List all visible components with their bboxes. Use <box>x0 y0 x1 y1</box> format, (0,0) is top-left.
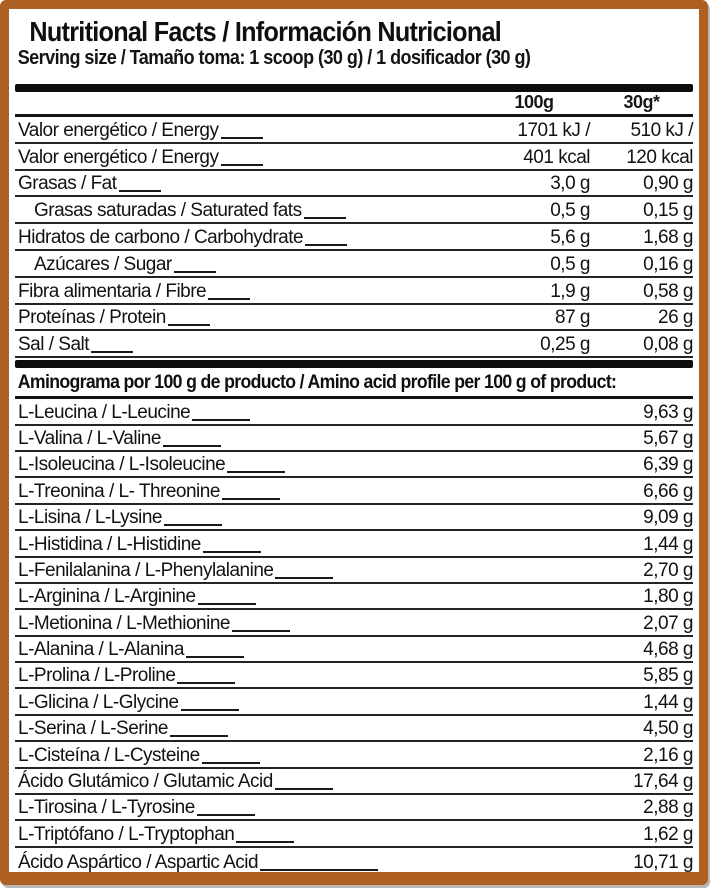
table-row <box>15 689 693 715</box>
value-per-100g: 3,0 g <box>550 173 590 195</box>
nutrient-name: Azúcares / Sugar <box>34 253 172 275</box>
amino-name: L-Serina / L-Serine <box>18 718 168 740</box>
amino-value: 1,44 g <box>643 691 693 713</box>
amino-value: 2,16 g <box>643 744 693 766</box>
amino-value: 4,68 g <box>643 639 693 661</box>
table-row <box>15 117 693 144</box>
leader-line <box>192 407 250 421</box>
leader-line <box>304 205 346 219</box>
amino-name: L-Cisteína / L-Cysteine <box>18 744 200 766</box>
nutrient-name: Hidratos de carbono / Carbohydrate <box>18 226 304 248</box>
leader-line <box>174 259 216 273</box>
leader-line <box>275 776 333 790</box>
amino-value: 6,39 g <box>643 454 693 476</box>
table-row <box>15 426 693 452</box>
leader-line <box>208 286 250 300</box>
amino-value: 5,85 g <box>643 665 693 687</box>
leader-line <box>305 232 347 246</box>
table-row <box>15 305 693 332</box>
amino-name: L-Tirosina / L-Tyrosine <box>18 797 195 819</box>
amino-value: 17,64 g <box>633 771 693 793</box>
amino-name: L-Arginina / L-Arginine <box>18 586 196 608</box>
value-per-100g: 401 kcal <box>523 146 590 168</box>
amino-value: 1,62 g <box>643 823 693 845</box>
table-row <box>15 769 693 795</box>
amino-name: L-Metionina / L-Methionine <box>18 612 230 634</box>
amino-name: L-Fenilalanina / L-Phenylalanine <box>18 559 274 581</box>
table-row <box>15 663 693 689</box>
table-row <box>15 452 693 478</box>
leader-line <box>119 178 161 192</box>
table-row <box>15 224 693 251</box>
nutrient-name: Proteínas / Protein <box>18 307 166 329</box>
nutrient-name: Grasas / Fat <box>18 173 117 195</box>
amino-value: 1,44 g <box>643 533 693 555</box>
leader-line <box>203 539 261 553</box>
amino-value: 10,71 g <box>633 852 693 874</box>
divider-bar <box>15 84 693 92</box>
table-row <box>15 144 693 171</box>
divider-bar <box>15 360 693 368</box>
table-row <box>15 558 693 584</box>
nutrient-name: Valor energético / Energy <box>18 119 219 141</box>
leader-line <box>197 802 255 816</box>
amino-value: 1,80 g <box>643 586 693 608</box>
table-row <box>15 716 693 742</box>
amino-name: L-Isoleucina / L-Isoleucine <box>18 454 226 476</box>
value-per-30g: 0,08 g <box>643 334 693 356</box>
table-row <box>15 399 693 425</box>
nutrient-name: Sal / Salt <box>18 334 90 356</box>
amino-value: 9,09 g <box>643 507 693 529</box>
amino-value: 2,70 g <box>643 559 693 581</box>
table-row <box>15 197 693 224</box>
column-header-30g: 30g* <box>623 92 660 112</box>
value-per-100g: 1,9 g <box>550 280 590 302</box>
table-row <box>15 531 693 557</box>
nutrient-name: Grasas saturadas / Saturated fats <box>34 200 302 222</box>
amino-name: L-Treonina / L- Threonine <box>18 480 220 502</box>
nutrient-name: Fibra alimentaria / Fibre <box>18 280 207 302</box>
amino-value: 4,50 g <box>643 718 693 740</box>
value-per-100g: 87 g <box>555 307 590 329</box>
table-row <box>15 251 693 278</box>
amino-value: 2,07 g <box>643 612 693 634</box>
nutrient-name: Valor energético / Energy <box>18 146 219 168</box>
table-row <box>15 821 693 847</box>
amino-profile-heading: Aminograma por 100 g de producto / Amino acid profile per 100 g of product: <box>17 371 617 393</box>
amino-name: L-Histidina / L-Histidine <box>18 533 201 555</box>
amino-name: Ácido Aspártico / Aspartic Acid <box>18 852 259 874</box>
value-per-30g: 120 kcal <box>626 146 693 168</box>
leader-line <box>198 591 256 605</box>
column-header-100g: 100g <box>514 92 554 112</box>
amino-name: L-Alanina / L-Alanina <box>18 639 184 661</box>
value-per-100g: 0,25 g <box>540 334 590 356</box>
nutrition-table <box>15 117 693 358</box>
amino-value: 9,63 g <box>643 401 693 423</box>
value-per-100g: 0,5 g <box>550 253 590 275</box>
table-row <box>15 478 693 504</box>
leader-line <box>236 829 294 843</box>
leader-line <box>232 618 290 632</box>
table-row <box>15 505 693 531</box>
leader-line <box>91 339 133 353</box>
amino-name: L-Lisina / L-Lysine <box>18 507 162 529</box>
value-per-30g: 0,15 g <box>643 200 693 222</box>
column-header-row <box>15 92 693 114</box>
value-per-30g: 1,68 g <box>643 226 693 248</box>
value-per-30g: 0,58 g <box>643 280 693 302</box>
value-per-30g: 0,16 g <box>643 253 693 275</box>
value-per-30g: 0,90 g <box>643 173 693 195</box>
amino-name: L-Prolina / L-Proline <box>18 665 176 687</box>
leader-line <box>221 152 263 166</box>
leader-line <box>221 125 263 139</box>
table-row <box>15 742 693 768</box>
leader-line <box>181 697 239 711</box>
table-row <box>15 637 693 663</box>
table-row <box>15 278 693 305</box>
amino-name: L-Valina / L-Valine <box>18 427 161 449</box>
table-row <box>15 171 693 198</box>
amino-acid-table <box>15 399 693 874</box>
amino-value: 6,66 g <box>643 480 693 502</box>
leader-line <box>164 512 222 526</box>
value-per-100g: 1701 kJ / <box>517 119 590 141</box>
leader-line <box>260 857 378 871</box>
amino-name: L-Glicina / L-Glycine <box>18 691 179 713</box>
amino-value: 2,88 g <box>643 797 693 819</box>
amino-name: L-Leucina / L-Leucine <box>18 401 191 423</box>
leader-line <box>275 565 333 579</box>
leader-line <box>170 723 228 737</box>
label-title: Nutritional Facts / Información Nutricional <box>29 16 502 47</box>
amino-name: L-Triptófano / L-Tryptophan <box>18 823 235 845</box>
serving-size-line: Serving size / Tamaño toma: 1 scoop (30 g) / 1 dosificador (30 g) <box>17 47 531 69</box>
leader-line <box>186 644 244 658</box>
leader-line <box>177 670 235 684</box>
amino-name: Ácido Glutámico / Glutamic Acid <box>18 771 273 793</box>
table-row <box>15 584 693 610</box>
table-row <box>15 848 693 874</box>
table-row <box>15 795 693 821</box>
leader-line <box>168 312 210 326</box>
table-row <box>15 331 693 358</box>
leader-line <box>163 433 221 447</box>
leader-line <box>222 486 280 500</box>
value-per-30g: 26 g <box>658 307 693 329</box>
value-per-100g: 5,6 g <box>550 226 590 248</box>
value-per-100g: 0,5 g <box>550 200 590 222</box>
leader-line <box>202 750 260 764</box>
value-per-30g: 510 kJ / <box>630 119 693 141</box>
leader-line <box>227 459 285 473</box>
amino-value: 5,67 g <box>643 427 693 449</box>
table-row <box>15 610 693 636</box>
